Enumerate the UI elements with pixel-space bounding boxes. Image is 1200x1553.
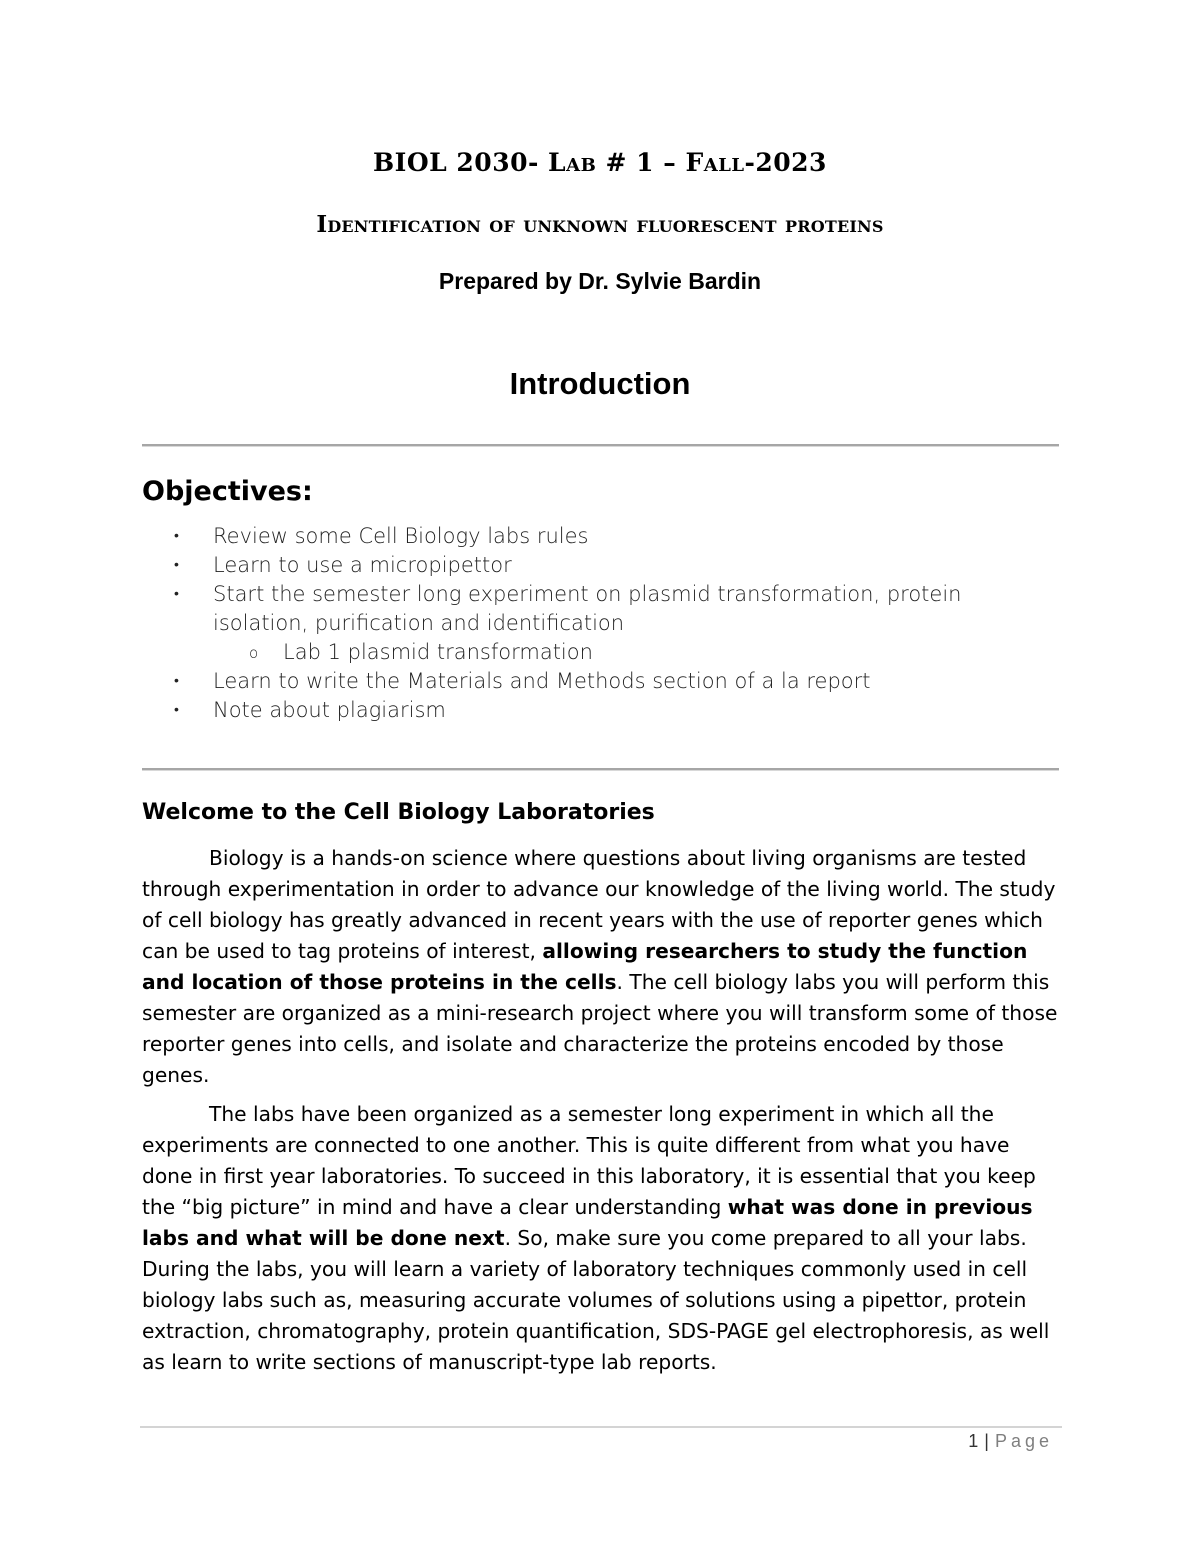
page-label: Page <box>994 1431 1053 1451</box>
list-item <box>142 696 1042 725</box>
list-item-text: Start the semester long experiment on plasmid transformation, protein isolation, purification and identification <box>213 582 962 635</box>
list-item-text: Review some Cell Biology labs rules <box>213 524 589 548</box>
footer-divider <box>140 1426 1062 1428</box>
objectives-title: Objectives: <box>142 476 313 507</box>
footer-separator: | <box>984 1431 989 1451</box>
horizontal-divider <box>142 768 1059 770</box>
bullet-icon: • <box>174 528 179 544</box>
bullet-icon: • <box>174 557 179 573</box>
bullet-icon: • <box>174 586 179 602</box>
welcome-heading: Welcome to the Cell Biology Laboratories <box>142 800 655 825</box>
objectives-list <box>142 522 1042 725</box>
list-item <box>142 580 1042 638</box>
paragraph-bold-text: allowing researchers to study the function and location of those proteins in the cells <box>142 939 1028 994</box>
list-item <box>142 551 1042 580</box>
circle-bullet-icon: o <box>249 644 259 662</box>
page-footer <box>968 1431 1053 1452</box>
list-item-text: Lab 1 plasmid transformation <box>283 640 593 664</box>
paragraph-text: . So, make sure you come prepared to all your labs. During the labs, you will learn a variety of laboratory techniques commonly used in cell biology labs such as, measuring accurate volumes of solutions using a pipettor, protein extraction, chromatography, protein quantification, SDS-PAGE gel electrophoresis, as well as learn to write sections of manuscript-type lab reports. <box>142 1226 1050 1374</box>
paragraph-text: Biology is a hands-on science where questions about living organisms are tested through experimentation in order to advance our knowledge of the living world. The study of cell biology has greatly advanced in recent years with the use of reporter genes which can be used to tag proteins of interest, <box>142 846 1056 963</box>
bullet-icon: • <box>174 673 179 689</box>
paragraph-text: The labs have been organized as a semester long experiment in which all the experiments are connected to one another. This is quite different from what you have done in first year laboratories. To succeed in this laboratory, it is essential that you keep the “big picture” in mind and have a clear understanding <box>142 1102 1036 1219</box>
document-title: BIOL 2030- Lab # 1 – Fall-2023 <box>373 148 827 177</box>
document-author: Prepared by Dr. Sylvie Bardin <box>438 268 762 294</box>
horizontal-divider <box>142 444 1059 446</box>
document-subtitle: Identification of unknown fluorescent proteins <box>316 211 884 238</box>
list-item-text: Note about plagiarism <box>213 698 446 722</box>
paragraph <box>142 1099 1062 1378</box>
section-heading: Introduction <box>509 366 691 401</box>
list-item-text: Learn to write the Materials and Methods section of a la report <box>213 669 871 693</box>
paragraph <box>142 843 1062 1091</box>
paragraph-bold-text: what was done in previous labs and what will be done next <box>142 1195 1033 1250</box>
sub-list-item <box>142 638 1042 667</box>
paragraph-text: . The cell biology labs you will perform this semester are organized as a mini-research project where you will transform some of those reporter genes into cells, and isolate and characterize the proteins encoded by those genes. <box>142 970 1058 1087</box>
page-number: 1 <box>968 1431 979 1451</box>
list-item <box>142 667 1042 696</box>
bullet-icon: • <box>174 702 179 718</box>
list-item <box>142 522 1042 551</box>
list-item-text: Learn to use a micropipettor <box>213 553 512 577</box>
